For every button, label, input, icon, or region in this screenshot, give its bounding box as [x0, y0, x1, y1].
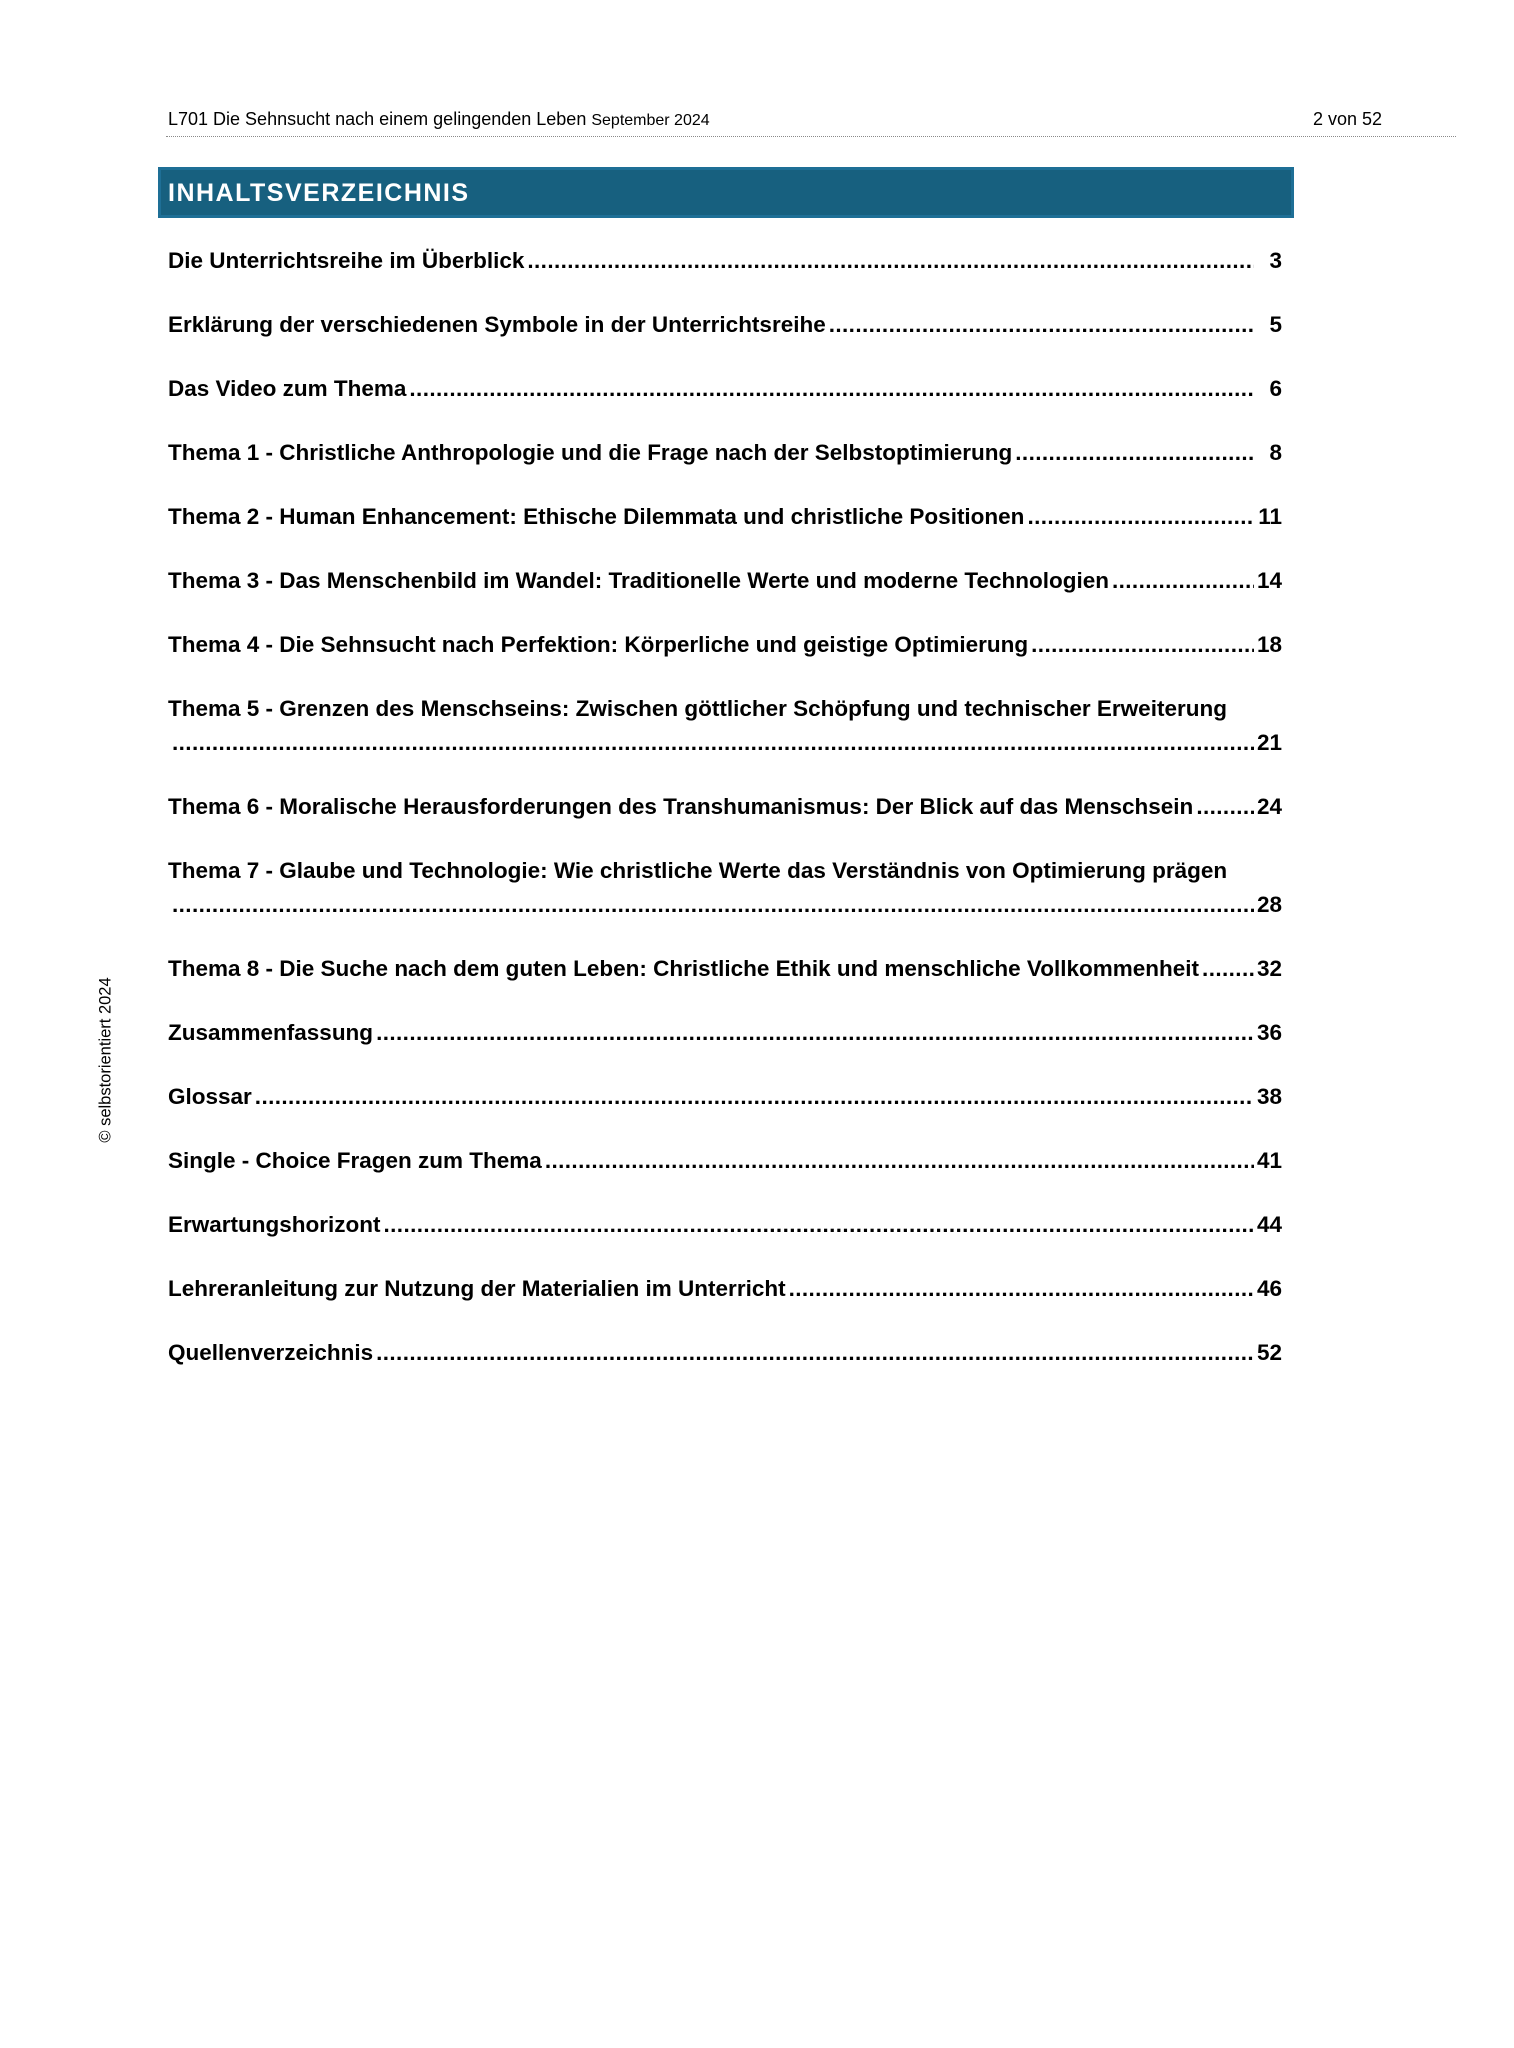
toc-leader — [384, 1208, 1255, 1242]
toc-entry-label: Thema 1 - Christliche Anthropologie und die Frage nach der Selbstoptimierung — [168, 440, 1013, 465]
toc-leader — [1202, 952, 1254, 986]
toc-entry[interactable] — [168, 854, 1282, 952]
document-title-text: L701 Die Sehnsucht nach einem gelingenden Leben — [168, 109, 587, 129]
toc-entry-label: Thema 8 - Die Suche nach dem guten Leben: Christliche Ethik und menschliche Vollkommenheit — [168, 956, 1200, 981]
copyright-notice: © selbstorientiert 2024 — [96, 977, 115, 1143]
toc-entry-page: 5 — [1269, 312, 1282, 337]
section-title: INHALTSVERZEICHNIS — [168, 179, 470, 207]
toc-entry[interactable] — [168, 790, 1282, 854]
toc-entry-page: 46 — [1256, 1276, 1282, 1301]
toc-entry-page: 44 — [1256, 1212, 1282, 1237]
toc-entry-label: Thema 2 - Human Enhancement: Ethische Dilemmata und christliche Positionen — [168, 504, 1025, 529]
toc-leader — [545, 1144, 1254, 1178]
toc-leader — [172, 888, 1254, 922]
toc-entry-page: 52 — [1256, 1340, 1282, 1365]
toc-leader — [376, 1016, 1254, 1050]
toc-entry-page: 21 — [1256, 730, 1282, 755]
toc-leader — [1112, 564, 1254, 598]
toc-entry-label: Erklärung der verschiedenen Symbole in der Unterrichtsreihe — [168, 312, 826, 337]
toc-leader — [1027, 500, 1254, 534]
page-indicator: 2 von 52 — [1313, 109, 1383, 129]
toc-entry[interactable] — [168, 564, 1282, 628]
toc-entry[interactable] — [168, 1336, 1282, 1400]
toc-entry[interactable] — [168, 1144, 1282, 1208]
toc-leader — [527, 244, 1254, 278]
page-header — [166, 108, 1456, 137]
toc-entry-page: 14 — [1256, 568, 1282, 593]
toc-leader — [1196, 790, 1254, 824]
document-title — [168, 108, 710, 132]
toc-entry-label: Thema 5 - Grenzen des Menschseins: Zwischen göttlicher Schöpfung und technischer Erweiterung — [168, 696, 1227, 721]
toc-entry-page: 11 — [1258, 504, 1282, 529]
toc-entry[interactable] — [168, 692, 1282, 790]
toc-entry[interactable] — [168, 628, 1282, 692]
section-banner — [158, 167, 1294, 218]
toc-entry-label: Thema 3 - Das Menschenbild im Wandel: Traditionelle Werte und moderne Technologien — [168, 568, 1109, 593]
toc-entry-page: 41 — [1256, 1148, 1282, 1173]
toc-entry-label: Das Video zum Thema — [168, 376, 407, 401]
toc-entry[interactable] — [168, 500, 1282, 564]
toc-entry[interactable] — [168, 952, 1282, 1016]
toc-entry-page: 24 — [1256, 794, 1282, 819]
toc-entry-page: 18 — [1256, 632, 1282, 657]
toc-entry[interactable] — [168, 244, 1282, 308]
toc-entry[interactable] — [168, 372, 1282, 436]
toc-entry-page: 38 — [1256, 1084, 1282, 1109]
toc-entry-page: 28 — [1256, 892, 1282, 917]
toc-entry[interactable] — [168, 1208, 1282, 1272]
toc-entry-page: 3 — [1269, 248, 1282, 273]
toc-leader — [409, 372, 1254, 406]
toc-entry[interactable] — [168, 1016, 1282, 1080]
toc-leader — [255, 1080, 1254, 1114]
toc-entry-label: Thema 4 - Die Sehnsucht nach Perfektion: Körperliche und geistige Optimierung — [168, 632, 1029, 657]
toc-entry[interactable] — [168, 1272, 1282, 1336]
toc-leader — [172, 726, 1254, 760]
toc-entry-label: Lehreranleitung zur Nutzung der Materialien im Unterricht — [168, 1276, 786, 1301]
toc-entry-page: 36 — [1256, 1020, 1282, 1045]
toc-entry-label: Zusammenfassung — [168, 1020, 374, 1045]
toc-entry[interactable] — [168, 1080, 1282, 1144]
toc-entry[interactable] — [168, 436, 1282, 500]
toc-entry-label: Glossar — [168, 1084, 252, 1109]
table-of-contents — [168, 244, 1282, 1400]
toc-entry-label: Erwartungshorizont — [168, 1212, 381, 1237]
toc-entry-page: 8 — [1269, 440, 1282, 465]
toc-entry-label: Die Unterrichtsreihe im Überblick — [168, 248, 525, 273]
toc-leader — [1031, 628, 1254, 662]
document-date: September 2024 — [591, 112, 710, 129]
toc-entry[interactable] — [168, 308, 1282, 372]
toc-entry-label: Quellenverzeichnis — [168, 1340, 374, 1365]
toc-entry-page: 32 — [1256, 956, 1282, 981]
toc-entry-label: Single - Choice Fragen zum Thema — [168, 1148, 542, 1173]
toc-leader — [1015, 436, 1254, 470]
toc-leader — [829, 308, 1254, 342]
toc-leader — [789, 1272, 1254, 1306]
toc-leader — [376, 1336, 1254, 1370]
toc-entry-label: Thema 7 - Glaube und Technologie: Wie christliche Werte das Verständnis von Optimierung prägen — [168, 858, 1228, 883]
toc-entry-page: 6 — [1269, 376, 1282, 401]
toc-entry-label: Thema 6 - Moralische Herausforderungen des Transhumanismus: Der Blick auf das Menschsein — [168, 794, 1194, 819]
